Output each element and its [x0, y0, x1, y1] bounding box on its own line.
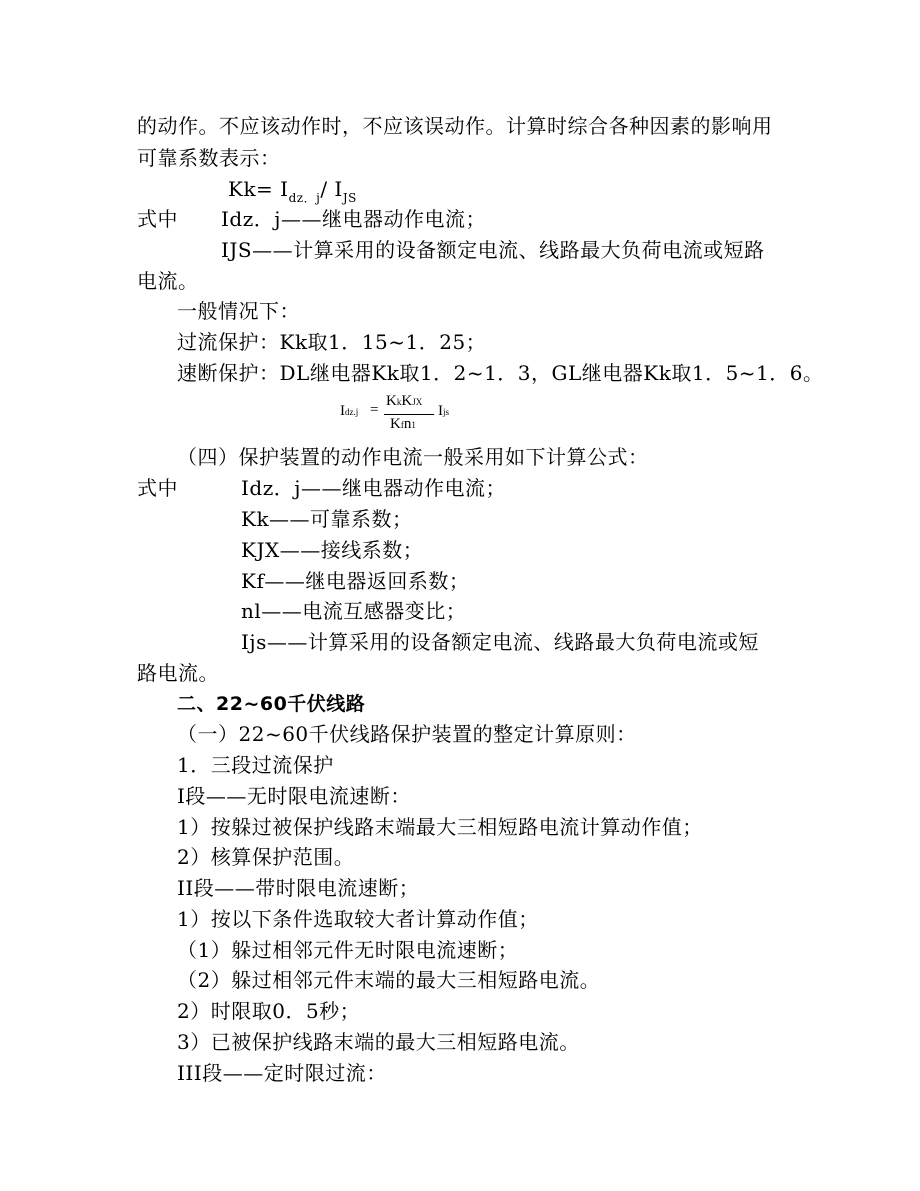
formula-kk — [228, 176, 357, 205]
label-shizhong: 式中 — [137, 207, 178, 231]
text-line: 可靠系数表示： — [137, 146, 281, 170]
fraction-bar — [384, 414, 434, 415]
text-line: III段——定时限过流： — [177, 1061, 387, 1085]
text-line: （2）躲过相邻元件末端的最大三相短路电流。 — [177, 968, 601, 992]
formula-denominator: Kfn1 — [390, 416, 416, 432]
text-line: Idz．j——继电器动作电流； — [221, 207, 486, 231]
formula-part: / I — [320, 177, 343, 201]
text-line: 1）按以下条件选取较大者计算动作值； — [177, 907, 539, 931]
text-line: KJX——接线系数； — [241, 538, 424, 562]
text-line: Kf——继电器返回系数； — [241, 569, 470, 593]
text-line: Kk——可靠系数； — [241, 507, 413, 531]
text-line: 的动作。不应该动作时，不应该误动作。计算时综合各种因素的影响用 — [137, 114, 773, 138]
formula-lhs: Idz.j — [340, 403, 359, 419]
text-line: （四）保护装置的动作电流一般采用如下计算公式： — [177, 445, 649, 469]
text-line: （1）躲过相邻元件无时限电流速断； — [177, 938, 519, 962]
label-shizhong: 式中 — [137, 476, 178, 500]
formula-subscript: dz．j — [288, 191, 321, 205]
text-line: I段——无时限电流速断： — [177, 784, 411, 808]
section-heading: 二、22~60千伏线路 — [177, 693, 366, 715]
text-line: II段——带时限电流速断； — [177, 876, 420, 900]
text-line: IJS——计算采用的设备额定电流、线路最大负荷电流或短路 — [221, 238, 765, 262]
text-line: 电流。 — [137, 269, 199, 293]
formula-idzj — [340, 393, 470, 437]
formula-part: Kk= I — [228, 177, 289, 201]
text-line: （一）22~60千伏线路保护装置的整定计算原则： — [177, 722, 637, 746]
formula-equals: = — [370, 402, 379, 418]
text-line: 1．三段过流保护 — [177, 753, 334, 777]
text-line: 3）已被保护线路末端的最大三相短路电流。 — [177, 1030, 580, 1054]
formula-rhs: Ijs — [438, 403, 450, 419]
text-line: 2）核算保护范围。 — [177, 845, 355, 869]
text-line: nl——电流互感器变比； — [241, 599, 467, 623]
text-line: 1）按躲过被保护线路末端最大三相短路电流计算动作值； — [177, 815, 703, 839]
text-line: 过流保护：Kk取1．15~1．25； — [177, 330, 487, 354]
text-line: 2）时限取0．5秒； — [177, 999, 361, 1023]
formula-numerator: KkKJX — [386, 393, 423, 409]
text-line: 路电流。 — [137, 661, 219, 685]
text-line: 速断保护：DL继电器Kk取1．2~1．3，GL继电器Kk取1．5~1．6。 — [177, 361, 824, 385]
text-line: 一般情况下： — [177, 299, 300, 323]
text-line: Ijs——计算采用的设备额定电流、线路最大负荷电流或短 — [241, 630, 759, 654]
text-line: Idz．j——继电器动作电流； — [241, 476, 506, 500]
formula-subscript: JS — [342, 191, 357, 205]
